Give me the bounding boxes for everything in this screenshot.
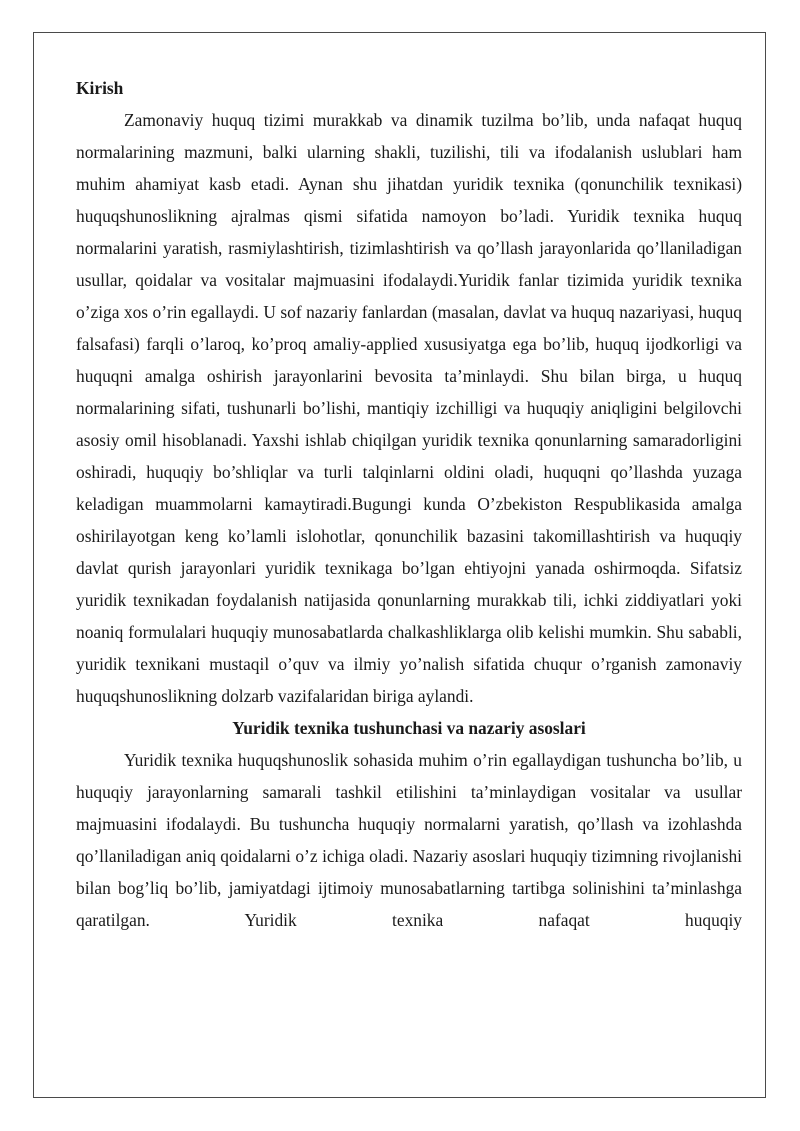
section-paragraph: Yuridik texnika huquqshunoslik sohasida muhim o’rin egallaydigan tushuncha bo’lib, u huquqiy jarayonlarning samarali tashkil etilishini ta’minlaydigan vositalar va usullar majmuasini ifodalaydi. Bu tushuncha huquqiy normalarni yaratish, qo’llash va izohlashda qo’llaniladigan aniq qoidalarni o’z ichiga oladi. Nazariy asoslari huquqiy tizimning rivojlanishi bilan bog’liq bo’lib, jamiyatdagi ijtimoiy munosabatlarning tartibga solinishini ta’minlashga qaratilgan. Yuridik texnika nafaqat huquqiy	[76, 750, 742, 930]
intro-paragraph: Zamonaviy huquq tizimi murakkab va dinamik tuzilma bo’lib, unda nafaqat huquq normalarining mazmuni, balki ularning shakli, tuzilishi, tili va ifodalanish uslublari ham muhim ahamiyat kasb etadi. Aynan shu jihatdan yuridik texnika (qonunchilik texnikasi) huquqshunoslikning ajralmas qismi sifatida namoyon bo’ladi. Yuridik texnika huquq normalarini yaratish, rasmiylashtirish, tizimlashtirish va qo’llash jarayonlarida qo’llaniladigan usullar, qoidalar va vositalar majmuasini ifodalaydi.Yuridik fanlar tizimida yuridik texnika o’ziga xos o’rin egallaydi. U sof nazariy fanlardan (masalan, davlat va huquq nazariyasi, huquq falsafasi) farqli o’laroq, ko’proq amaliy-applied xususiyatga ega bo’lib, huquq ijodkorligi va huquqni amalga oshirish jarayonlarini bevosita ta’minlaydi. Shu bilan birga, u huquq normalarining sifati, tushunarli bo’lishi, mantiqiy izchilligi va huquqiy aniqligini belgilovchi asosiy omil hisoblanadi. Yaxshi ishlab chiqilgan yuridik texnika qonunlarning samaradorligini oshiradi, huquqiy bo’shliqlar va turli talqinlarni oldini oladi, huquqni qo’llashda yuzaga keladigan muammolarni kamaytiradi.Bugungi kunda O’zbekiston Respublikasida amalga oshirilayotgan keng ko’lamli islohotlar, qonunchilik bazasini takomillashtirish va huquqiy davlat qurish jarayonlari yuridik texnikaga bo’lgan ehtiyojni yanada oshirmoqda. Sifatsiz yuridik texnikadan foydalanish natijasida qonunlarning murakkab tili, ichki ziddiyatlari yoki noaniq formulalari huquqiy munosabatlarda chalkashliklarga olib kelishi mumkin. Shu sababli, yuridik texnikani mustaqil o’quv va ilmiy yo’nalish sifatida chuqur o’rganish zamonaviy huquqshunoslikning dolzarb vazifalaridan biriga aylandi.	[76, 110, 742, 706]
section-heading: Yuridik texnika tushunchasi va nazariy asoslari	[232, 718, 586, 738]
document-body	[76, 72, 742, 936]
intro-heading: Kirish	[76, 78, 124, 98]
